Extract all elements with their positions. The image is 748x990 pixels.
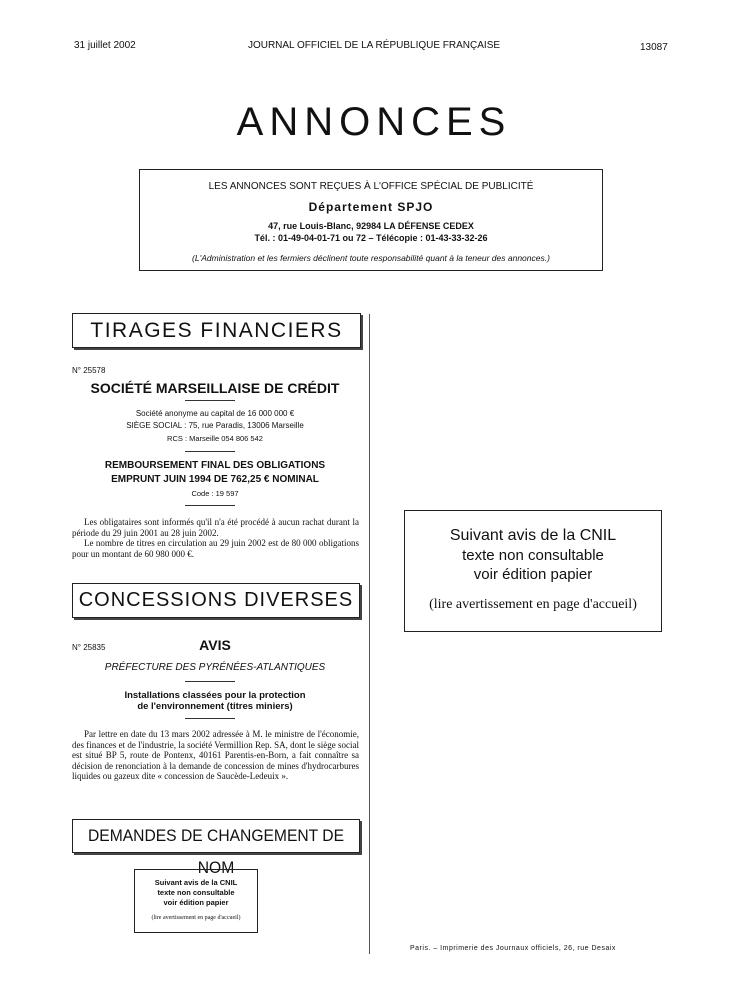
announcement-body — [72, 729, 359, 782]
page-title: ANNONCES — [236, 100, 512, 144]
section-heading-label: DEMANDES DE CHANGEMENT DE NOM — [87, 826, 345, 877]
cnil-notice-line: texte non consultable — [462, 547, 604, 564]
cnil-notice-line: texte non consultable — [157, 888, 235, 897]
body-paragraph: Les obligataires sont informés qu'il n'a été procédé à aucun rachat durant la période du 29 juin 2001 au 28 juin 2002. — [72, 517, 359, 538]
company-rcs: RCS : Marseille 054 806 542 — [167, 434, 263, 443]
announcement-number: N° 25578 — [72, 366, 106, 375]
divider-rule — [185, 718, 235, 719]
header-page-number: 13087 — [640, 42, 668, 53]
info-box — [139, 169, 603, 271]
info-phone: Tél. : 01-49-04-01-71 ou 72 – Télécopie : 01-43-33-32-26 — [254, 233, 488, 243]
body-paragraph: Par lettre en date du 13 mars 2002 adressée à M. le ministre de l'économie, des finances et de l'industrie, la société Vermillion Rep. SA, dont le siège social est situé BP 5, route de Pontenx, 40161 Parentis-en-Born, a fait connaître sa décision de renonciation à la demande de concession de mines d'hydrocarbures liquides ou gazeux dite « concession de Saucède-Ledeuix ». — [72, 729, 359, 781]
announcement-subtitle-line2: de l'environnement (titres miniers) — [137, 701, 293, 712]
header-journal-title: JOURNAL OFFICIEL DE LA RÉPUBLIQUE FRANÇAISE — [247, 40, 501, 51]
info-disclaimer: (L'Administration et les fermiers déclinent toute responsabilité quant à la teneur des annonces.) — [192, 253, 550, 263]
cnil-notice-line: Suivant avis de la CNIL — [154, 878, 238, 887]
section-heading-demandes — [72, 819, 360, 877]
divider-rule — [185, 400, 235, 401]
company-seat: SIÈGE SOCIAL : 75, rue Paradis, 13006 Marseille — [126, 421, 304, 430]
reimbursement-heading-line2: EMPRUNT JUIN 1994 DE 762,25 € NOMINAL — [111, 474, 319, 485]
company-capital: Société anonyme au capital de 16 000 000 € — [135, 409, 295, 418]
announcement-title: AVIS — [199, 637, 231, 653]
cnil-notice-large — [404, 510, 662, 632]
section-heading-label: CONCESSIONS DIVERSES — [78, 589, 354, 611]
section-heading-concessions — [72, 583, 360, 618]
reimbursement-heading-line1: REMBOURSEMENT FINAL DES OBLIGATIONS — [104, 460, 326, 471]
divider-rule — [185, 451, 235, 452]
cnil-notice-line: (lire avertissement en page d'accueil) — [429, 597, 637, 612]
cnil-notice-line: Suivant avis de la CNIL — [449, 527, 617, 544]
column-divider — [369, 314, 370, 954]
printer-imprint: Paris. – Imprimerie des Journaux officiels, 26, rue Desaix — [410, 945, 616, 952]
info-reception-line: LES ANNONCES SONT REÇUES À L'OFFICE SPÉCIAL DE PUBLICITÉ — [208, 181, 534, 192]
cnil-notice-line: (lire avertissement en page d'accueil) — [151, 915, 241, 921]
announcement-code: Code : 19 597 — [191, 489, 239, 498]
announcement-number: N° 25835 — [72, 643, 106, 652]
section-heading-label: TIRAGES FINANCIERS — [90, 319, 343, 342]
info-address: 47, rue Louis-Blanc, 92984 LA DÉFENSE CEDEX — [268, 221, 474, 231]
header-date: 31 juillet 2002 — [74, 40, 136, 51]
announcement-subtitle-line1: Installations classées pour la protection — [124, 690, 306, 701]
divider-rule — [185, 505, 235, 506]
cnil-notice-line: voir édition papier — [473, 566, 593, 583]
info-department: Département SPJO — [308, 200, 434, 214]
prefecture-name: PRÉFECTURE DES PYRÉNÉES-ATLANTIQUES — [104, 662, 326, 673]
body-paragraph: Le nombre de titres en circulation au 29 juin 2002 est de 80 000 obligations pour un montant de 60 980 000 €. — [72, 538, 359, 559]
section-heading-tirages — [72, 313, 361, 348]
cnil-notice-small — [134, 869, 258, 933]
announcement-title: SOCIÉTÉ MARSEILLAISE DE CRÉDIT — [90, 380, 340, 396]
announcement-body — [72, 517, 359, 559]
divider-rule — [185, 681, 235, 682]
cnil-notice-line: voir édition papier — [163, 898, 229, 907]
